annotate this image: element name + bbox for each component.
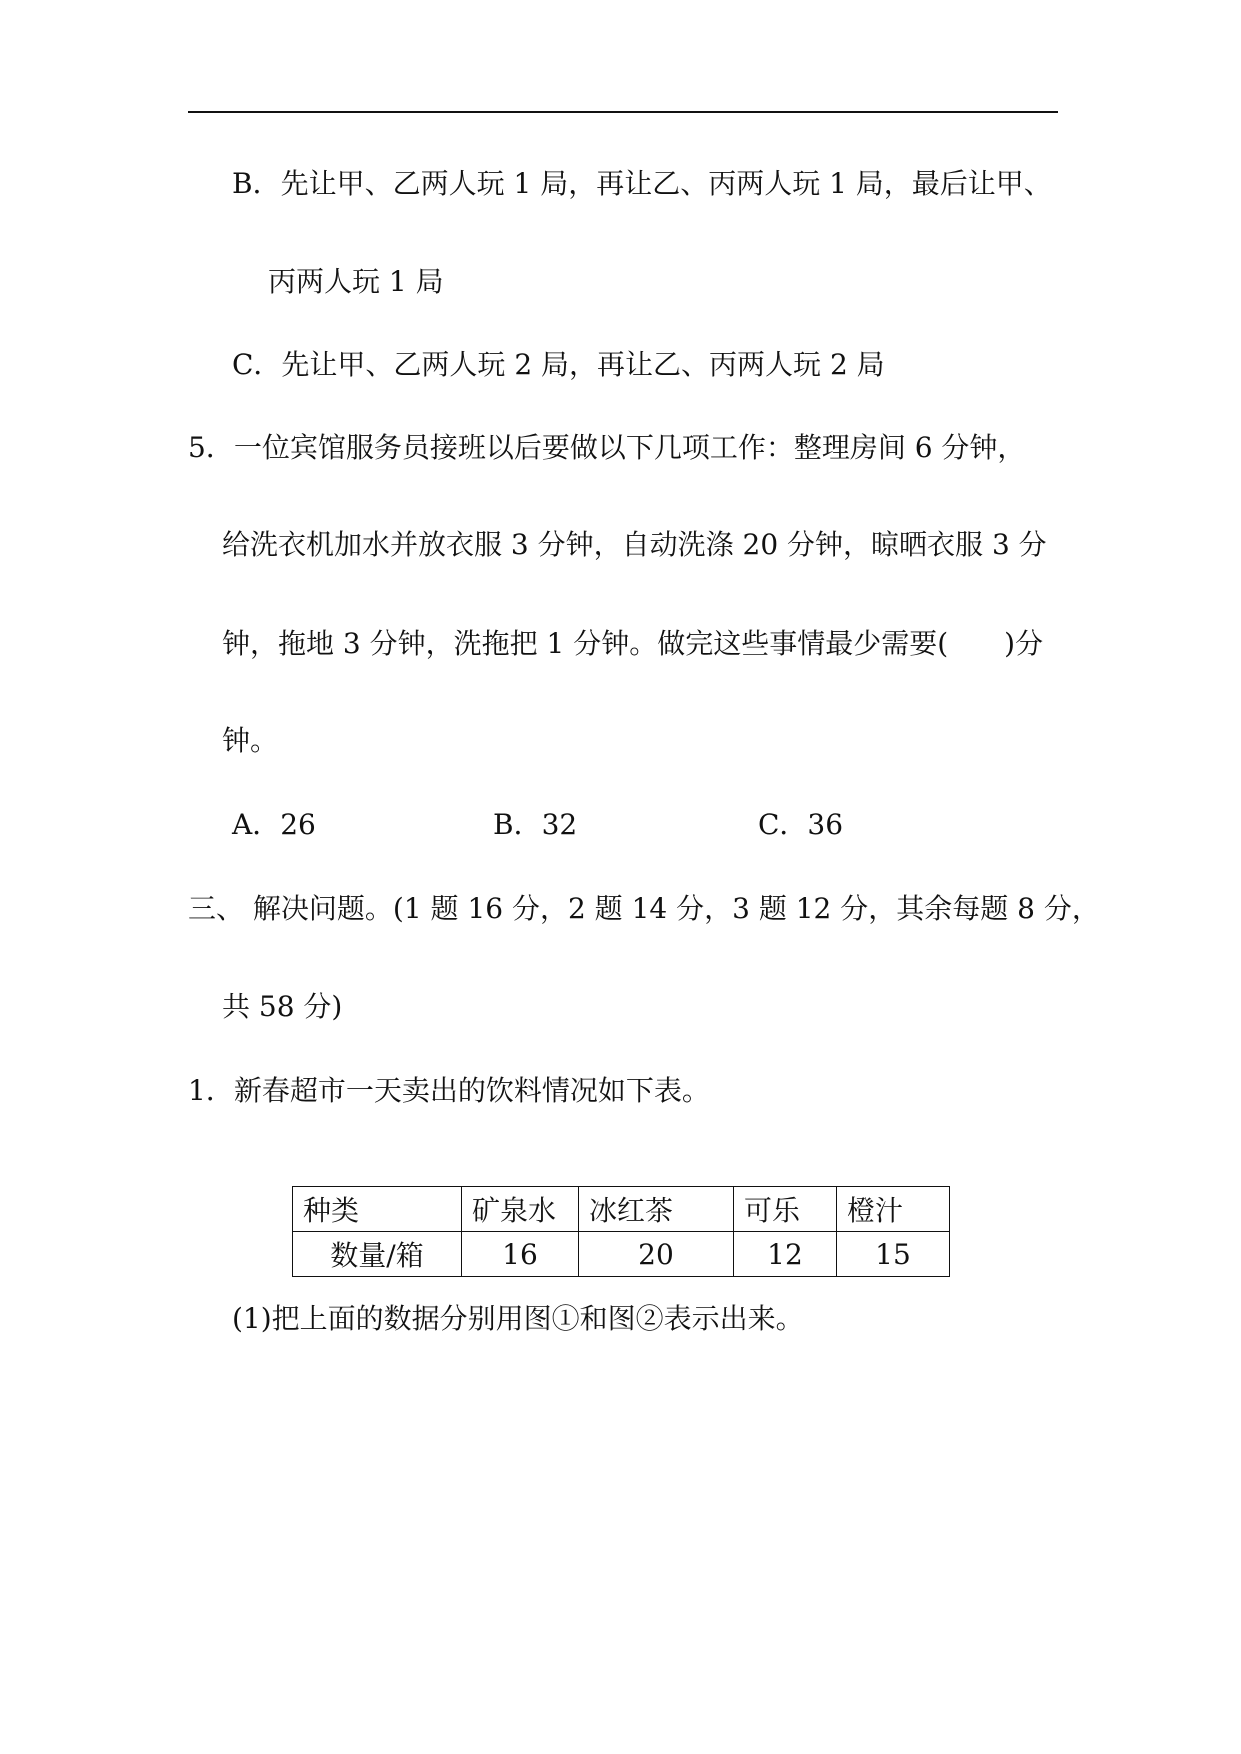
question-1-subpart-1: (1)把上面的数据分别用图①和图②表示出来。 [232, 1302, 804, 1335]
question-5-line-3: 钟，拖地 3 分钟，洗拖把 1 分钟。做完这些事情最少需要( )分 [222, 627, 1044, 660]
option-c: C．先让甲、乙两人玩 2 局，再让乙、丙两人玩 2 局 [232, 348, 885, 381]
drinks-table [292, 1186, 950, 1277]
question-5-line-1: 5．一位宾馆服务员接班以后要做以下几项工作：整理房间 6 分钟， [188, 431, 1026, 464]
table-header-row [293, 1187, 950, 1232]
section-3-heading-line-2: 共 58 分) [222, 990, 343, 1023]
q5-option-b: B．32 [493, 808, 578, 841]
table-cell: 数量/箱 [293, 1232, 462, 1277]
table-cell: 15 [837, 1232, 950, 1277]
option-b-line-1: B．先让甲、乙两人玩 1 局，再让乙、丙两人玩 1 局，最后让甲、 [232, 167, 1052, 200]
question-1: 1．新春超市一天卖出的饮料情况如下表。 [188, 1074, 710, 1107]
table-header-cell: 种类 [293, 1187, 462, 1232]
section-3-heading-line-1: 三、 解决问题。(1 题 16 分，2 题 14 分，3 题 12 分，其余每题 8 分， [188, 892, 1100, 925]
table-cell: 16 [462, 1232, 579, 1277]
q5-option-a: A．26 [232, 808, 316, 841]
table-cell: 12 [734, 1232, 837, 1277]
question-5-line-4: 钟。 [222, 724, 279, 757]
table-row [293, 1232, 950, 1277]
q5-option-c: C．36 [758, 808, 844, 841]
option-b-line-2: 丙两人玩 1 局 [268, 265, 444, 298]
header-rule [188, 111, 1058, 113]
table-header-cell: 矿泉水 [462, 1187, 579, 1232]
table-header-cell: 可乐 [734, 1187, 837, 1232]
table-header-cell: 橙汁 [837, 1187, 950, 1232]
table-header-cell: 冰红茶 [579, 1187, 734, 1232]
table-cell: 20 [579, 1232, 734, 1277]
question-5-line-2: 给洗衣机加水并放衣服 3 分钟，自动洗涤 20 分钟，晾晒衣服 3 分 [222, 528, 1047, 561]
